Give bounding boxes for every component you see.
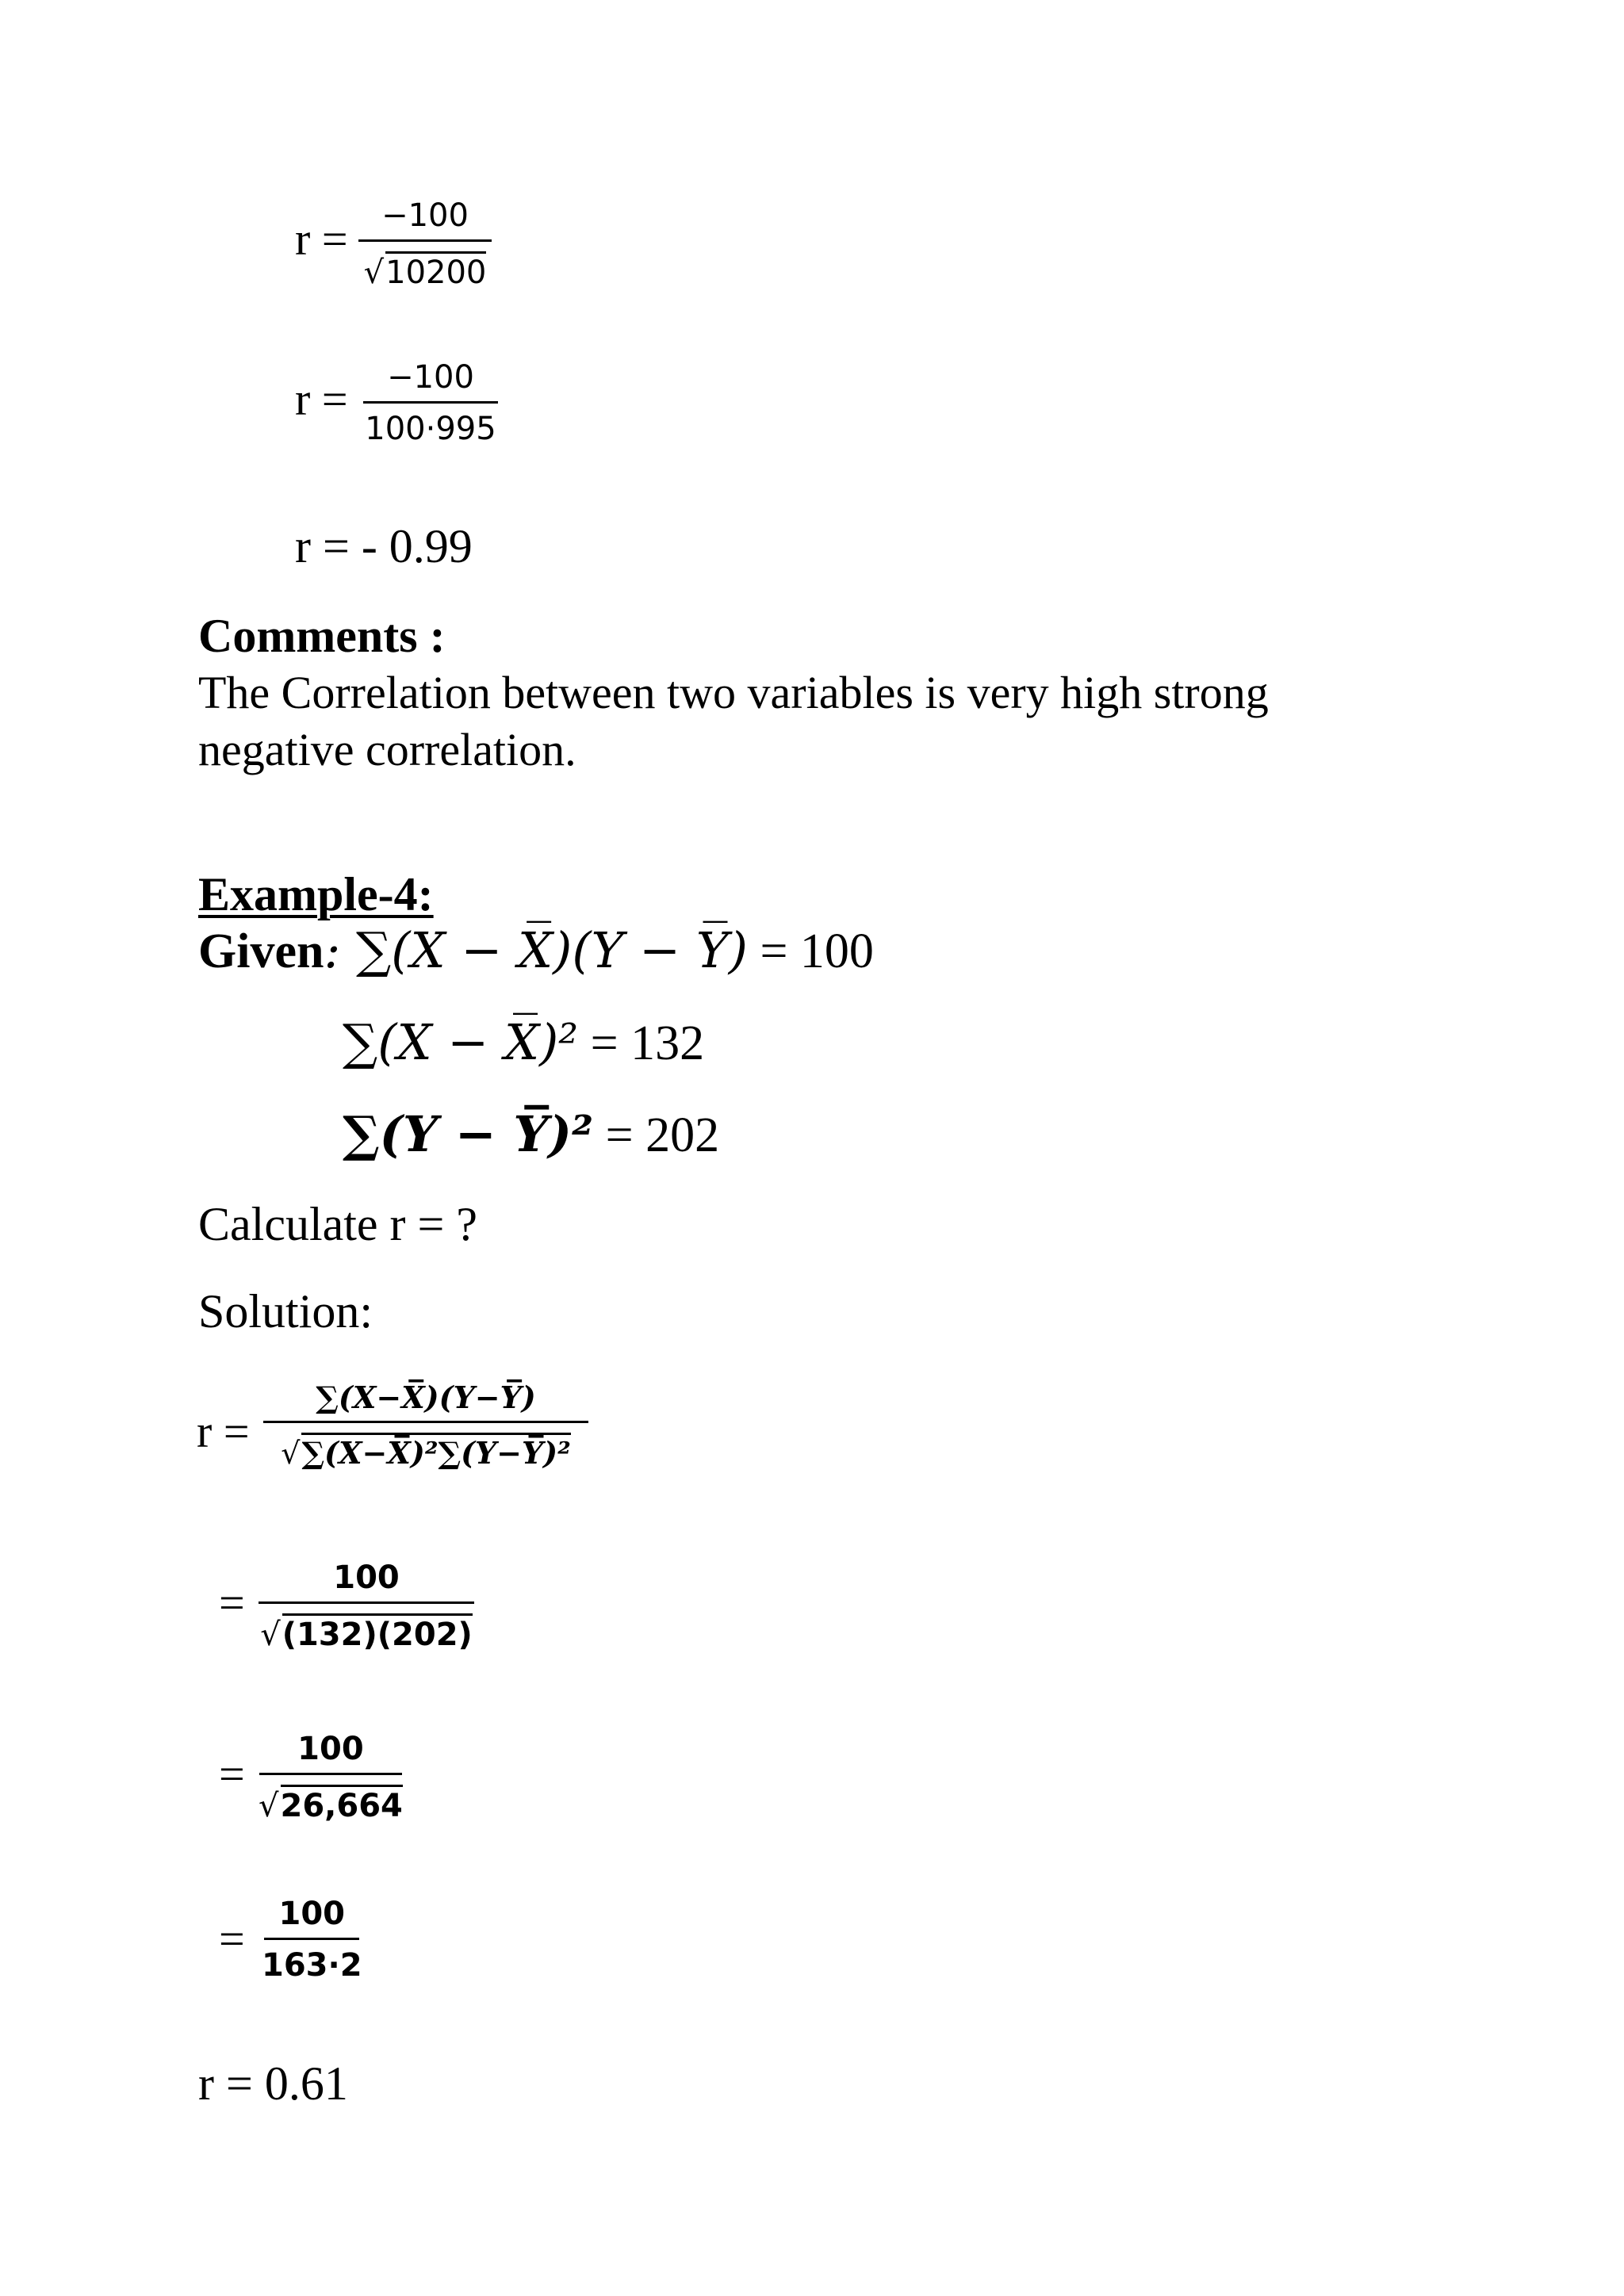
step4-denominator: 163·2 bbox=[262, 1947, 362, 1984]
step1-numerator: ∑(X−X̅)(Y−Y̅) bbox=[316, 1380, 536, 1415]
eq2-numerator: −100 bbox=[387, 359, 474, 396]
step4-fraction-bar bbox=[264, 1938, 359, 1940]
step4-fraction bbox=[262, 1896, 362, 1984]
eq1-fraction-bar bbox=[358, 239, 492, 242]
given-3-value: = 202 bbox=[605, 1108, 720, 1162]
step1-fraction bbox=[263, 1380, 588, 1471]
step3-numerator: 100 bbox=[297, 1731, 364, 1767]
step1-lhs: r = bbox=[197, 1406, 250, 1457]
given-3-expression: ∑(Y − Y̅)² bbox=[343, 1105, 594, 1163]
comments-heading: Comments : bbox=[198, 610, 446, 662]
solution-heading: Solution: bbox=[198, 1285, 373, 1337]
comments-line-2: negative correlation. bbox=[198, 724, 576, 775]
sqrt-icon: √ bbox=[259, 1788, 279, 1824]
step3-denominator bbox=[259, 1785, 403, 1822]
eq3-result: r = - 0.99 bbox=[295, 520, 473, 572]
eq1-fraction bbox=[358, 197, 492, 291]
given-line-3 bbox=[343, 1105, 719, 1164]
step1-fraction-bar bbox=[263, 1421, 588, 1423]
eq2-denominator: 100·995 bbox=[365, 411, 496, 447]
step2-radicand: (132)(202) bbox=[282, 1613, 473, 1651]
step4-numerator: 100 bbox=[278, 1896, 346, 1932]
given-1-value: = 100 bbox=[760, 924, 874, 978]
sqrt-icon: √ bbox=[281, 1436, 301, 1471]
step2-numerator: 100 bbox=[333, 1559, 400, 1596]
given-line-1 bbox=[198, 921, 874, 980]
example-title: Example-4: bbox=[198, 868, 434, 920]
step3-radicand: 26,664 bbox=[281, 1785, 403, 1822]
given-1-expression: : ∑(X − X̅)(Y − Y̅) bbox=[324, 921, 748, 979]
given-2-value: = 132 bbox=[590, 1016, 705, 1070]
calculate-prompt: Calculate r = ? bbox=[198, 1198, 478, 1250]
eq2-lhs: r = bbox=[295, 373, 348, 425]
eq2-fraction-bar bbox=[363, 401, 498, 404]
given-label: Given bbox=[198, 924, 324, 978]
step3-fraction-bar bbox=[259, 1773, 402, 1775]
step3-fraction bbox=[259, 1733, 403, 1822]
sqrt-icon: √ bbox=[260, 1617, 281, 1653]
step2-fraction bbox=[259, 1559, 474, 1653]
given-2-expression: ∑(X − X̅)² bbox=[343, 1013, 579, 1071]
step2-fraction-bar bbox=[259, 1601, 474, 1604]
step1-radicand: ∑(X−X̅)²∑(Y−Y̅)² bbox=[301, 1433, 570, 1468]
eq1-denominator bbox=[364, 251, 487, 289]
eq1-numerator: −100 bbox=[381, 197, 469, 234]
eq1-radicand: 10200 bbox=[385, 251, 486, 289]
final-result: r = 0.61 bbox=[198, 2057, 348, 2110]
step1-denominator bbox=[281, 1433, 571, 1471]
sqrt-icon: √ bbox=[363, 254, 385, 291]
step2-denominator bbox=[260, 1613, 473, 1651]
step3-lhs: = bbox=[219, 1748, 245, 1800]
comments-line-1: The Correlation between two variables is very high strong bbox=[198, 667, 1269, 718]
step2-lhs: = bbox=[219, 1577, 245, 1628]
step4-lhs: = bbox=[219, 1913, 245, 1965]
eq1-lhs: r = bbox=[295, 213, 348, 265]
given-line-2 bbox=[343, 1013, 704, 1072]
eq2-fraction bbox=[363, 359, 498, 447]
